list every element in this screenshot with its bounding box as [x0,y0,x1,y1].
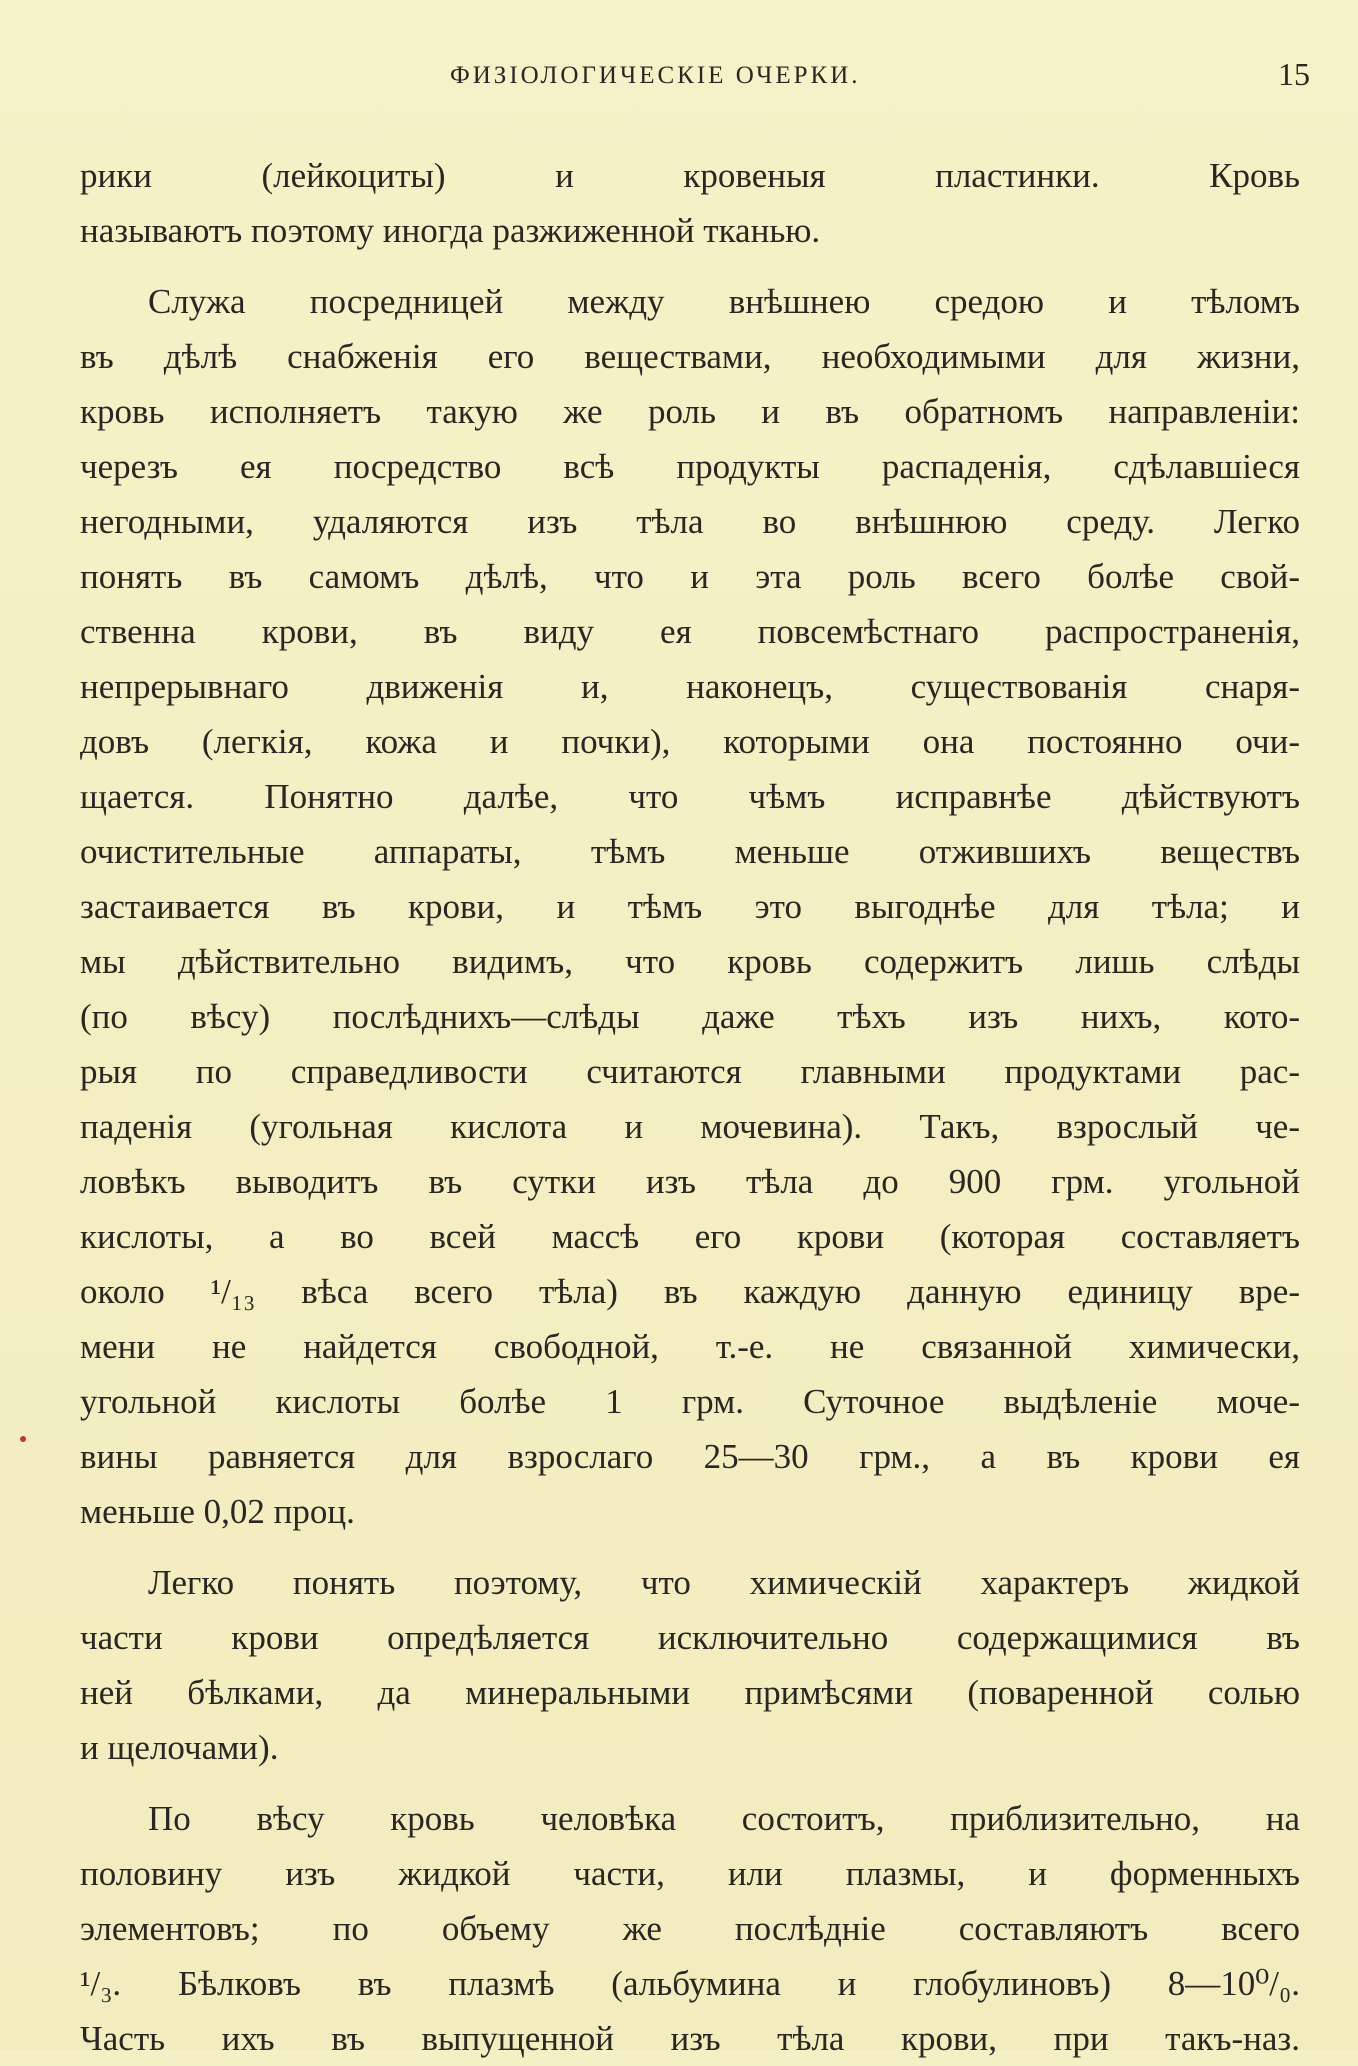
text-line: Часть ихъ въ выпущенной изъ тѣла крови, при такъ-наз. [80,2019,1300,2058]
text-line: негодными, удаляются изъ тѣла во внѣшнюю среду. Легко [80,502,1300,541]
text-line: въ дѣлѣ снабженiя его веществами, необходимыми для жизни, [80,337,1300,376]
text-line: угольной кислоты болѣе 1 грм. Суточное выдѣленiе моче- [80,1382,1300,1421]
text-line: щается. Понятно далѣе, что чѣмъ исправнѣе дѣйствуютъ [80,777,1300,816]
text-line: (по вѣсу) послѣднихъ—слѣды даже тѣхъ изъ нихъ, кото- [80,997,1300,1036]
scan-mark [20,1436,26,1442]
text-line: вины равняется для взрослаго 25—30 грм., а въ крови ея [80,1437,1300,1476]
text-line: ственна крови, въ виду ея повсемѣстнаго распространенiя, [80,612,1300,651]
text-line: элементовъ; по объему же послѣднiе составляютъ всего [80,1909,1300,1948]
running-head [80,52,1310,102]
text-line: рыя по справедливости считаются главными продуктами рас- [80,1052,1300,1091]
text-line: Служа посредницей между внѣшнею средою и тѣломъ [148,282,1300,321]
text-line: понять въ самомъ дѣлѣ, что и эта роль всего болѣе свой- [80,557,1300,596]
text-line: называютъ поэтому иногда разжиженной тканью. [80,211,821,250]
text-line: черезъ ея посредство всѣ продукты распаденiя, сдѣлавшiеся [80,447,1300,486]
text-line: меньше 0,02 проц. [80,1492,355,1531]
text-line: застаивается въ крови, и тѣмъ это выгоднѣе для тѣла; и [80,887,1300,926]
text-line: мени не найдется свободной, т.-е. не связанной химически, [80,1327,1300,1366]
text-line: мы дѣйствительно видимъ, что кровь содержитъ лишь слѣды [80,942,1300,981]
text-line: очистительные аппараты, тѣмъ меньше отжившихъ веществъ [80,832,1300,871]
text-line: рики (лейкоциты) и кровеныя пластинки. Кровь [80,156,1300,195]
page-number: 15 [1278,56,1310,92]
text-line: ловѣкъ выводитъ въ сутки изъ тѣла до 900 грм. угольной [80,1162,1300,1201]
text-line: и щелочами). [80,1728,279,1767]
text-line: ней бѣлками, да минеральными примѣсями (поваренной солью [80,1673,1300,1712]
text-line: кислоты, а во всей массѣ его крови (которая составляетъ [80,1217,1300,1256]
text-line: части крови опредѣляется исключительно содержащимися въ [80,1618,1300,1657]
text-body [80,148,1300,2066]
text-line: По вѣсу кровь человѣка состоитъ, приблизительно, на [148,1799,1300,1838]
text-line: кровь исполняетъ такую же роль и въ обратномъ направленiи: [80,392,1300,431]
running-title: ФИЗIОЛОГИЧЕСКIЕ ОЧЕРКИ. [450,62,861,89]
text-line: непрерывнаго движенiя и, наконецъ, существованiя снаря- [80,667,1300,706]
text-line: паденiя (угольная кислота и мочевина). Такъ, взрослый че- [80,1107,1300,1146]
text-line: Легко понять поэтому, что химическiй характеръ жидкой [148,1563,1300,1602]
text-line: ¹/₃. Бѣлковъ въ плазмѣ (альбумина и глобулиновъ) 8—10⁰/₀. [80,1964,1300,2003]
text-line: половину изъ жидкой части, или плазмы, и форменныхъ [80,1854,1300,1893]
text-line: около ¹/₁₃ вѣса всего тѣла) въ каждую данную единицу вре- [80,1272,1300,1311]
text-line: довъ (легкiя, кожа и почки), которыми она постоянно очи- [80,722,1300,761]
